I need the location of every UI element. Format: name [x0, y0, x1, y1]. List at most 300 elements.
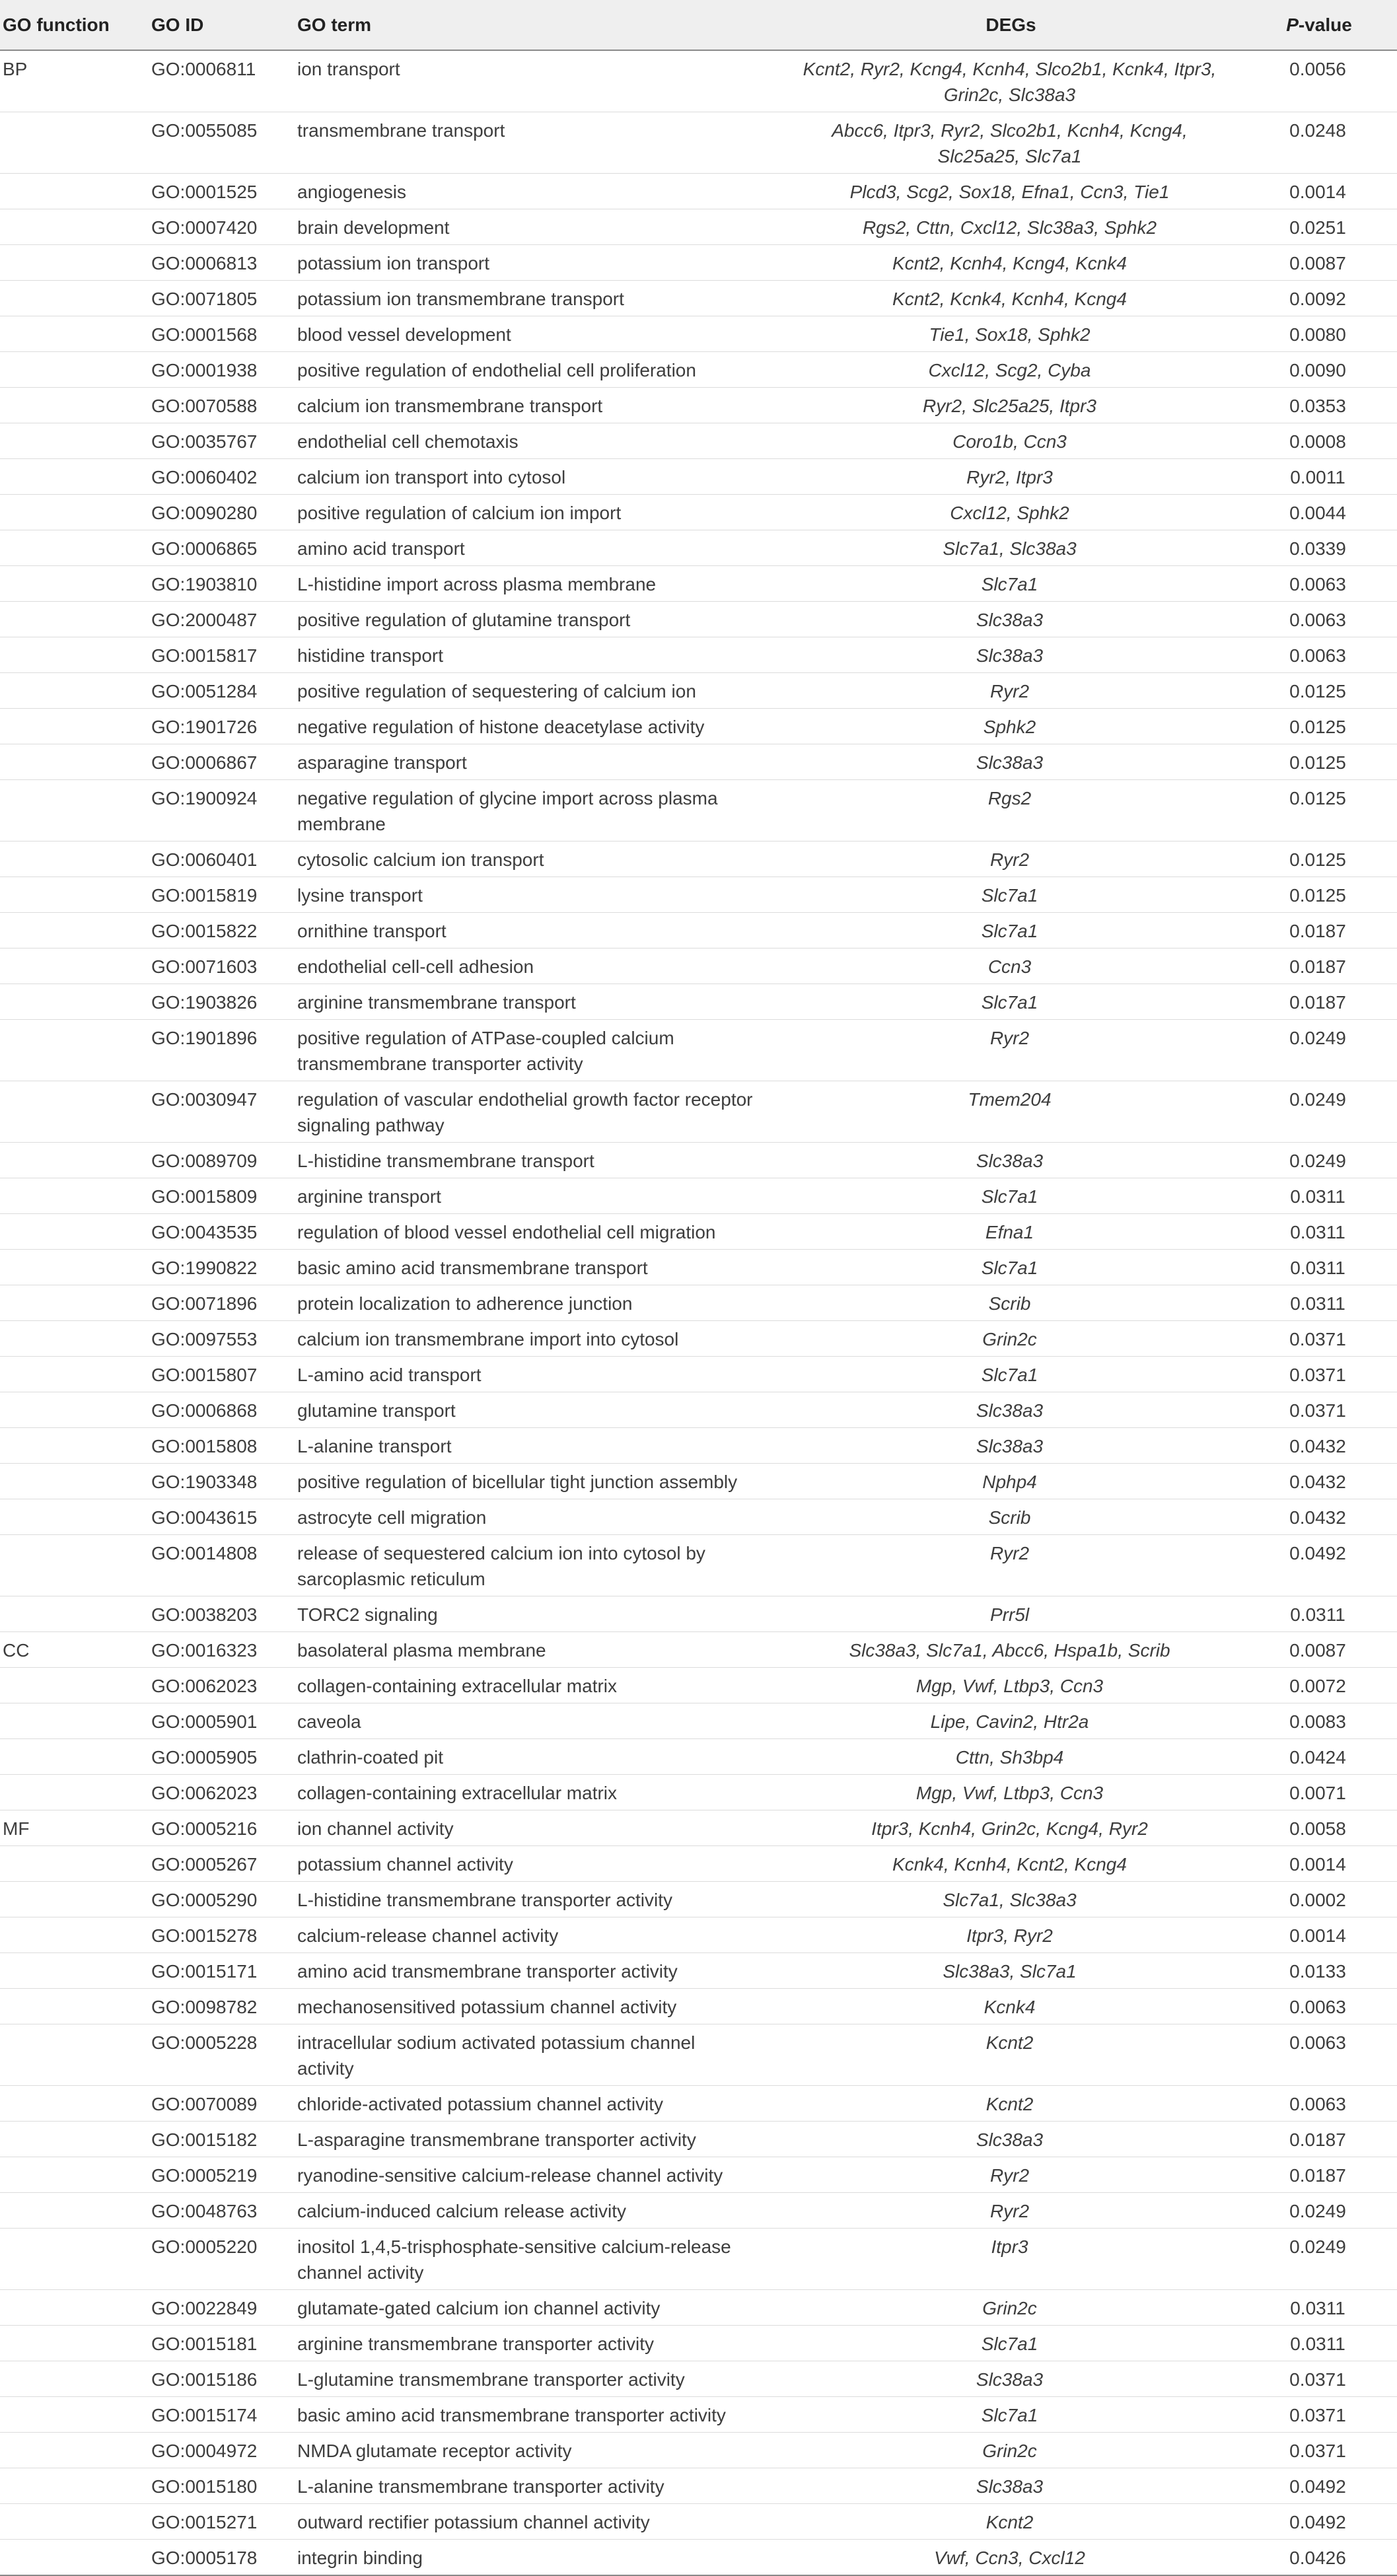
table-row — [0, 913, 1397, 948]
go-id-cell: GO:0060401 — [149, 841, 295, 877]
go-id-cell: GO:0089709 — [149, 1143, 295, 1178]
go-function-cell — [0, 2397, 149, 2433]
go-term-cell: protein localization to adherence junction — [295, 1285, 781, 1321]
table-row — [0, 2326, 1397, 2361]
go-id-cell: GO:0062023 — [149, 1668, 295, 1703]
go-term-cell: regulation of blood vessel endothelial cell migration — [295, 1214, 781, 1250]
go-term-cell: L-histidine import across plasma membrane — [295, 566, 781, 602]
degs-cell: Cttn, Sh3bp4 — [781, 1739, 1238, 1775]
go-function-cell — [0, 245, 149, 281]
degs-cell: Ryr2 — [781, 841, 1238, 877]
go-term-cell: L-amino acid transport — [295, 1357, 781, 1392]
degs-cell: Slc38a3 — [781, 1392, 1238, 1428]
p-value-cell: 0.0125 — [1238, 877, 1397, 913]
go-function-cell — [0, 1882, 149, 1917]
degs-cell: Tmem204 — [781, 1081, 1238, 1143]
go-id-cell: GO:0015278 — [149, 1917, 295, 1953]
degs-cell: Scrib — [781, 1499, 1238, 1535]
table-row — [0, 316, 1397, 352]
table-body — [0, 50, 1397, 2575]
header-go-term: GO term — [295, 0, 781, 50]
degs-cell: Slc38a3 — [781, 1428, 1238, 1464]
p-value-cell: 0.0087 — [1238, 245, 1397, 281]
go-id-cell: GO:1900924 — [149, 780, 295, 841]
degs-cell: Slc38a3, Slc7a1, Abcc6, Hspa1b, Scrib — [781, 1632, 1238, 1668]
table-row — [0, 2290, 1397, 2326]
table-row — [0, 2397, 1397, 2433]
go-function-cell — [0, 2504, 149, 2540]
go-function-cell — [0, 530, 149, 566]
go-term-cell: basolateral plasma membrane — [295, 1632, 781, 1668]
table-row — [0, 1178, 1397, 1214]
go-function-cell — [0, 1739, 149, 1775]
go-term-cell: calcium ion transport into cytosol — [295, 459, 781, 495]
go-term-cell: regulation of vascular endothelial growth factor receptor signaling pathway — [295, 1081, 781, 1143]
p-value-cell: 0.0014 — [1238, 1917, 1397, 1953]
table-row — [0, 673, 1397, 709]
table-row — [0, 709, 1397, 744]
table-row — [0, 2433, 1397, 2468]
header-go-function: GO function — [0, 0, 149, 50]
go-term-cell: amino acid transport — [295, 530, 781, 566]
go-id-cell: GO:0030947 — [149, 1081, 295, 1143]
table-row — [0, 780, 1397, 841]
go-term-cell: amino acid transmembrane transporter activity — [295, 1953, 781, 1989]
table-row — [0, 566, 1397, 602]
go-function-cell: CC — [0, 1632, 149, 1668]
p-value-cell: 0.0251 — [1238, 209, 1397, 245]
p-value-cell: 0.0311 — [1238, 1178, 1397, 1214]
go-term-cell: endothelial cell-cell adhesion — [295, 948, 781, 984]
degs-cell: Ryr2 — [781, 1020, 1238, 1081]
table-row — [0, 459, 1397, 495]
go-function-cell — [0, 1020, 149, 1081]
degs-cell: Rgs2 — [781, 780, 1238, 841]
go-function-cell — [0, 495, 149, 530]
p-value-cell: 0.0063 — [1238, 637, 1397, 673]
go-function-cell — [0, 744, 149, 780]
go-function-cell — [0, 2290, 149, 2326]
go-function-cell — [0, 1285, 149, 1321]
header-degs: DEGs — [781, 0, 1238, 50]
go-function-cell — [0, 1392, 149, 1428]
p-value-cell: 0.0371 — [1238, 2397, 1397, 2433]
go-function-cell — [0, 2024, 149, 2086]
go-id-cell: GO:0015819 — [149, 877, 295, 913]
go-id-cell: GO:0015182 — [149, 2122, 295, 2157]
go-id-cell: GO:0007420 — [149, 209, 295, 245]
degs-cell: Itpr3 — [781, 2229, 1238, 2290]
go-function-cell — [0, 1703, 149, 1739]
go-id-cell: GO:1903826 — [149, 984, 295, 1020]
go-term-cell: cytosolic calcium ion transport — [295, 841, 781, 877]
degs-cell: Slc7a1 — [781, 984, 1238, 1020]
go-function-cell — [0, 2540, 149, 2576]
go-function-cell — [0, 1178, 149, 1214]
degs-cell: Slc38a3 — [781, 2468, 1238, 2504]
go-term-cell: TORC2 signaling — [295, 1596, 781, 1632]
go-function-cell — [0, 2157, 149, 2193]
go-term-cell: potassium ion transport — [295, 245, 781, 281]
table-row — [0, 1668, 1397, 1703]
table-row — [0, 2361, 1397, 2397]
go-term-cell: positive regulation of endothelial cell proliferation — [295, 352, 781, 388]
table-row — [0, 637, 1397, 673]
degs-cell: Slc7a1 — [781, 1357, 1238, 1392]
degs-cell: Ryr2, Slc25a25, Itpr3 — [781, 388, 1238, 423]
p-value-cell: 0.0125 — [1238, 744, 1397, 780]
p-value-cell: 0.0311 — [1238, 2290, 1397, 2326]
table-row — [0, 245, 1397, 281]
go-id-cell: GO:0015171 — [149, 1953, 295, 1989]
p-value-cell: 0.0371 — [1238, 2433, 1397, 2468]
table-row — [0, 877, 1397, 913]
p-value-cell: 0.0063 — [1238, 2024, 1397, 2086]
table-row — [0, 1535, 1397, 1596]
table-row — [0, 2504, 1397, 2540]
go-id-cell: GO:0015808 — [149, 1428, 295, 1464]
degs-cell: Slc7a1 — [781, 1250, 1238, 1285]
go-id-cell: GO:0004972 — [149, 2433, 295, 2468]
go-function-cell — [0, 316, 149, 352]
degs-cell: Kcnt2, Ryr2, Kcng4, Kcnh4, Slco2b1, Kcnk4, Itpr3, Grin2c, Slc38a3 — [781, 50, 1238, 112]
go-id-cell: GO:0097553 — [149, 1321, 295, 1357]
degs-cell: Slc7a1 — [781, 913, 1238, 948]
p-value-cell: 0.0187 — [1238, 984, 1397, 1020]
degs-cell: Slc7a1 — [781, 2326, 1238, 2361]
table-row — [0, 281, 1397, 316]
table-row — [0, 352, 1397, 388]
table-row — [0, 1739, 1397, 1775]
go-term-cell: positive regulation of bicellular tight junction assembly — [295, 1464, 781, 1499]
p-value-cell: 0.0125 — [1238, 841, 1397, 877]
p-value-cell: 0.0249 — [1238, 1143, 1397, 1178]
table-row — [0, 948, 1397, 984]
table-row — [0, 1250, 1397, 1285]
go-id-cell: GO:0014808 — [149, 1535, 295, 1596]
table-row — [0, 1321, 1397, 1357]
go-function-cell — [0, 877, 149, 913]
table-row — [0, 1953, 1397, 1989]
go-id-cell: GO:0005219 — [149, 2157, 295, 2193]
degs-cell: Slc38a3 — [781, 1143, 1238, 1178]
p-value-cell: 0.0133 — [1238, 1953, 1397, 1989]
go-function-cell — [0, 637, 149, 673]
go-function-cell — [0, 1668, 149, 1703]
go-function-cell — [0, 709, 149, 744]
go-function-cell: MF — [0, 1810, 149, 1846]
p-value-cell: 0.0311 — [1238, 1250, 1397, 1285]
degs-cell: Plcd3, Scg2, Sox18, Efna1, Ccn3, Tie1 — [781, 174, 1238, 209]
p-value-cell: 0.0063 — [1238, 2086, 1397, 2122]
degs-cell: Coro1b, Ccn3 — [781, 423, 1238, 459]
go-id-cell: GO:0015822 — [149, 913, 295, 948]
go-term-cell: glutamate-gated calcium ion channel activity — [295, 2290, 781, 2326]
table-row — [0, 1081, 1397, 1143]
p-value-cell: 0.0432 — [1238, 1499, 1397, 1535]
table-row — [0, 744, 1397, 780]
go-id-cell: GO:0090280 — [149, 495, 295, 530]
p-value-cell: 0.0492 — [1238, 2468, 1397, 2504]
p-value-cell: 0.0249 — [1238, 1020, 1397, 1081]
degs-cell: Lipe, Cavin2, Htr2a — [781, 1703, 1238, 1739]
table-row — [0, 2229, 1397, 2290]
p-value-cell: 0.0311 — [1238, 1214, 1397, 1250]
go-term-cell: mechanosensitived potassium channel activity — [295, 1989, 781, 2024]
degs-cell: Grin2c — [781, 2433, 1238, 2468]
table-row — [0, 1428, 1397, 1464]
table-row — [0, 1775, 1397, 1810]
go-id-cell: GO:0001568 — [149, 316, 295, 352]
go-id-cell: GO:0071603 — [149, 948, 295, 984]
table-row — [0, 495, 1397, 530]
go-function-cell — [0, 913, 149, 948]
go-function-cell — [0, 673, 149, 709]
go-term-cell: positive regulation of calcium ion import — [295, 495, 781, 530]
p-value-cell: 0.0426 — [1238, 2540, 1397, 2576]
go-function-cell — [0, 841, 149, 877]
table-row — [0, 1499, 1397, 1535]
go-function-cell — [0, 209, 149, 245]
p-value-cell: 0.0058 — [1238, 1810, 1397, 1846]
go-term-cell: positive regulation of ATPase-coupled calcium transmembrane transporter activity — [295, 1020, 781, 1081]
degs-cell: Cxcl12, Scg2, Cyba — [781, 352, 1238, 388]
go-function-cell — [0, 1535, 149, 1596]
table-row — [0, 2024, 1397, 2086]
go-function-cell — [0, 2326, 149, 2361]
p-value-cell: 0.0187 — [1238, 948, 1397, 984]
go-function-cell — [0, 1321, 149, 1357]
degs-cell: Kcnt2 — [781, 2504, 1238, 2540]
p-value-cell: 0.0371 — [1238, 1392, 1397, 1428]
go-function-cell — [0, 1917, 149, 1953]
go-function-cell — [0, 459, 149, 495]
go-function-cell — [0, 2193, 149, 2229]
p-value-cell: 0.0311 — [1238, 1285, 1397, 1321]
table-row — [0, 1810, 1397, 1846]
degs-cell: Slc7a1, Slc38a3 — [781, 530, 1238, 566]
go-function-cell: BP — [0, 50, 149, 112]
go-function-cell — [0, 1143, 149, 1178]
go-term-cell: ion channel activity — [295, 1810, 781, 1846]
p-value-cell: 0.0090 — [1238, 352, 1397, 388]
go-term-cell: negative regulation of histone deacetylase activity — [295, 709, 781, 744]
table-row — [0, 388, 1397, 423]
table-row — [0, 1989, 1397, 2024]
table-row — [0, 2193, 1397, 2229]
go-id-cell: GO:0015181 — [149, 2326, 295, 2361]
p-value-cell: 0.0187 — [1238, 2157, 1397, 2193]
go-id-cell: GO:0038203 — [149, 1596, 295, 1632]
go-function-cell — [0, 1081, 149, 1143]
go-term-cell: release of sequestered calcium ion into cytosol by sarcoplasmic reticulum — [295, 1535, 781, 1596]
table-row — [0, 1703, 1397, 1739]
go-term-cell: arginine transport — [295, 1178, 781, 1214]
degs-cell: Slc7a1 — [781, 877, 1238, 913]
go-function-cell — [0, 1428, 149, 1464]
go-id-cell: GO:1903810 — [149, 566, 295, 602]
go-term-cell: negative regulation of glycine import across plasma membrane — [295, 780, 781, 841]
p-value-cell: 0.0063 — [1238, 1989, 1397, 2024]
header-p-suffix: -value — [1298, 14, 1352, 35]
go-term-cell: arginine transmembrane transporter activity — [295, 2326, 781, 2361]
p-value-cell: 0.0371 — [1238, 1321, 1397, 1357]
table-row — [0, 1392, 1397, 1428]
go-term-cell: basic amino acid transmembrane transporter activity — [295, 2397, 781, 2433]
go-id-cell: GO:0015807 — [149, 1357, 295, 1392]
table-row — [0, 1882, 1397, 1917]
go-term-cell: brain development — [295, 209, 781, 245]
go-term-cell: L-alanine transport — [295, 1428, 781, 1464]
go-function-cell — [0, 1989, 149, 2024]
go-id-cell: GO:0070089 — [149, 2086, 295, 2122]
degs-cell: Kcnt2 — [781, 2086, 1238, 2122]
degs-cell: Ccn3 — [781, 948, 1238, 984]
go-id-cell: GO:1901726 — [149, 709, 295, 744]
go-term-cell: lysine transport — [295, 877, 781, 913]
table-row — [0, 50, 1397, 112]
p-value-cell: 0.0002 — [1238, 1882, 1397, 1917]
go-term-cell: NMDA glutamate receptor activity — [295, 2433, 781, 2468]
degs-cell: Vwf, Ccn3, Cxcl12 — [781, 2540, 1238, 2576]
go-id-cell: GO:0060402 — [149, 459, 295, 495]
go-term-cell: integrin binding — [295, 2540, 781, 2576]
go-function-cell — [0, 780, 149, 841]
go-id-cell: GO:0001938 — [149, 352, 295, 388]
go-id-cell: GO:0015180 — [149, 2468, 295, 2504]
p-value-cell: 0.0248 — [1238, 112, 1397, 174]
go-id-cell: GO:0035767 — [149, 423, 295, 459]
go-term-cell: outward rectifier potassium channel activity — [295, 2504, 781, 2540]
go-term-cell: potassium ion transmembrane transport — [295, 281, 781, 316]
table-row — [0, 2157, 1397, 2193]
go-term-cell: potassium channel activity — [295, 1846, 781, 1882]
go-term-cell: glutamine transport — [295, 1392, 781, 1428]
degs-cell: Itpr3, Ryr2 — [781, 1917, 1238, 1953]
degs-cell: Abcc6, Itpr3, Ryr2, Slco2b1, Kcnh4, Kcng4, Slc25a25, Slc7a1 — [781, 112, 1238, 174]
go-id-cell: GO:0055085 — [149, 112, 295, 174]
go-id-cell: GO:0015186 — [149, 2361, 295, 2397]
degs-cell: Kcnk4 — [781, 1989, 1238, 2024]
p-value-cell: 0.0187 — [1238, 913, 1397, 948]
header-p-italic: P — [1286, 14, 1299, 35]
table-row — [0, 1020, 1397, 1081]
go-term-cell: astrocyte cell migration — [295, 1499, 781, 1535]
go-function-cell — [0, 352, 149, 388]
p-value-cell: 0.0056 — [1238, 50, 1397, 112]
go-term-cell: ion transport — [295, 50, 781, 112]
go-term-cell: transmembrane transport — [295, 112, 781, 174]
go-id-cell: GO:0051284 — [149, 673, 295, 709]
go-function-cell — [0, 1214, 149, 1250]
go-function-cell — [0, 1953, 149, 1989]
degs-cell: Nphp4 — [781, 1464, 1238, 1499]
go-function-cell — [0, 566, 149, 602]
p-value-cell: 0.0371 — [1238, 1357, 1397, 1392]
go-function-cell — [0, 112, 149, 174]
go-function-cell — [0, 1846, 149, 1882]
go-function-cell — [0, 1596, 149, 1632]
p-value-cell: 0.0424 — [1238, 1739, 1397, 1775]
p-value-cell: 0.0125 — [1238, 673, 1397, 709]
go-term-cell: L-histidine transmembrane transport — [295, 1143, 781, 1178]
go-id-cell: GO:0005901 — [149, 1703, 295, 1739]
table-row — [0, 174, 1397, 209]
go-function-cell — [0, 423, 149, 459]
p-value-cell: 0.0249 — [1238, 2193, 1397, 2229]
go-term-cell: asparagine transport — [295, 744, 781, 780]
table-row — [0, 2540, 1397, 2576]
go-id-cell: GO:0005178 — [149, 2540, 295, 2576]
go-term-cell: L-glutamine transmembrane transporter activity — [295, 2361, 781, 2397]
p-value-cell: 0.0432 — [1238, 1464, 1397, 1499]
degs-cell: Grin2c — [781, 2290, 1238, 2326]
p-value-cell: 0.0339 — [1238, 530, 1397, 566]
go-function-cell — [0, 388, 149, 423]
degs-cell: Ryr2 — [781, 673, 1238, 709]
go-id-cell: GO:0062023 — [149, 1775, 295, 1810]
degs-cell: Slc7a1 — [781, 1178, 1238, 1214]
go-id-cell: GO:0022849 — [149, 2290, 295, 2326]
table-row — [0, 602, 1397, 637]
table-row — [0, 423, 1397, 459]
go-term-cell: calcium-induced calcium release activity — [295, 2193, 781, 2229]
go-function-cell — [0, 1250, 149, 1285]
go-id-cell: GO:0005220 — [149, 2229, 295, 2290]
go-id-cell: GO:0043615 — [149, 1499, 295, 1535]
go-term-cell: endothelial cell chemotaxis — [295, 423, 781, 459]
go-id-cell: GO:0005290 — [149, 1882, 295, 1917]
degs-cell: Slc7a1, Slc38a3 — [781, 1882, 1238, 1917]
go-function-cell — [0, 1464, 149, 1499]
go-term-cell: L-asparagine transmembrane transporter activity — [295, 2122, 781, 2157]
degs-cell: Slc7a1 — [781, 2397, 1238, 2433]
p-value-cell: 0.0014 — [1238, 174, 1397, 209]
go-id-cell: GO:0071805 — [149, 281, 295, 316]
header-p-value — [1238, 0, 1397, 50]
go-term-cell: L-histidine transmembrane transporter activity — [295, 1882, 781, 1917]
go-id-cell: GO:1903348 — [149, 1464, 295, 1499]
go-function-cell — [0, 2361, 149, 2397]
degs-cell: Prr5l — [781, 1596, 1238, 1632]
go-term-cell: clathrin-coated pit — [295, 1739, 781, 1775]
go-term-cell: basic amino acid transmembrane transport — [295, 1250, 781, 1285]
p-value-cell: 0.0071 — [1238, 1775, 1397, 1810]
go-term-cell: positive regulation of glutamine transport — [295, 602, 781, 637]
go-function-cell — [0, 1775, 149, 1810]
go-term-cell: L-alanine transmembrane transporter activity — [295, 2468, 781, 2504]
go-function-cell — [0, 2086, 149, 2122]
table-row — [0, 2122, 1397, 2157]
degs-cell: Ryr2 — [781, 2193, 1238, 2229]
degs-cell: Itpr3, Kcnh4, Grin2c, Kcng4, Ryr2 — [781, 1810, 1238, 1846]
go-function-cell — [0, 948, 149, 984]
go-id-cell: GO:0006811 — [149, 50, 295, 112]
p-value-cell: 0.0311 — [1238, 2326, 1397, 2361]
go-term-cell: positive regulation of sequestering of calcium ion — [295, 673, 781, 709]
p-value-cell: 0.0092 — [1238, 281, 1397, 316]
table-row — [0, 1214, 1397, 1250]
go-term-cell: arginine transmembrane transport — [295, 984, 781, 1020]
p-value-cell: 0.0014 — [1238, 1846, 1397, 1882]
degs-cell: Slc7a1 — [781, 566, 1238, 602]
degs-cell: Kcnt2, Kcnk4, Kcnh4, Kcng4 — [781, 281, 1238, 316]
p-value-cell: 0.0087 — [1238, 1632, 1397, 1668]
table-header — [0, 0, 1397, 50]
degs-cell: Kcnk4, Kcnh4, Kcnt2, Kcng4 — [781, 1846, 1238, 1882]
degs-cell: Mgp, Vwf, Ltbp3, Ccn3 — [781, 1775, 1238, 1810]
go-function-cell — [0, 281, 149, 316]
